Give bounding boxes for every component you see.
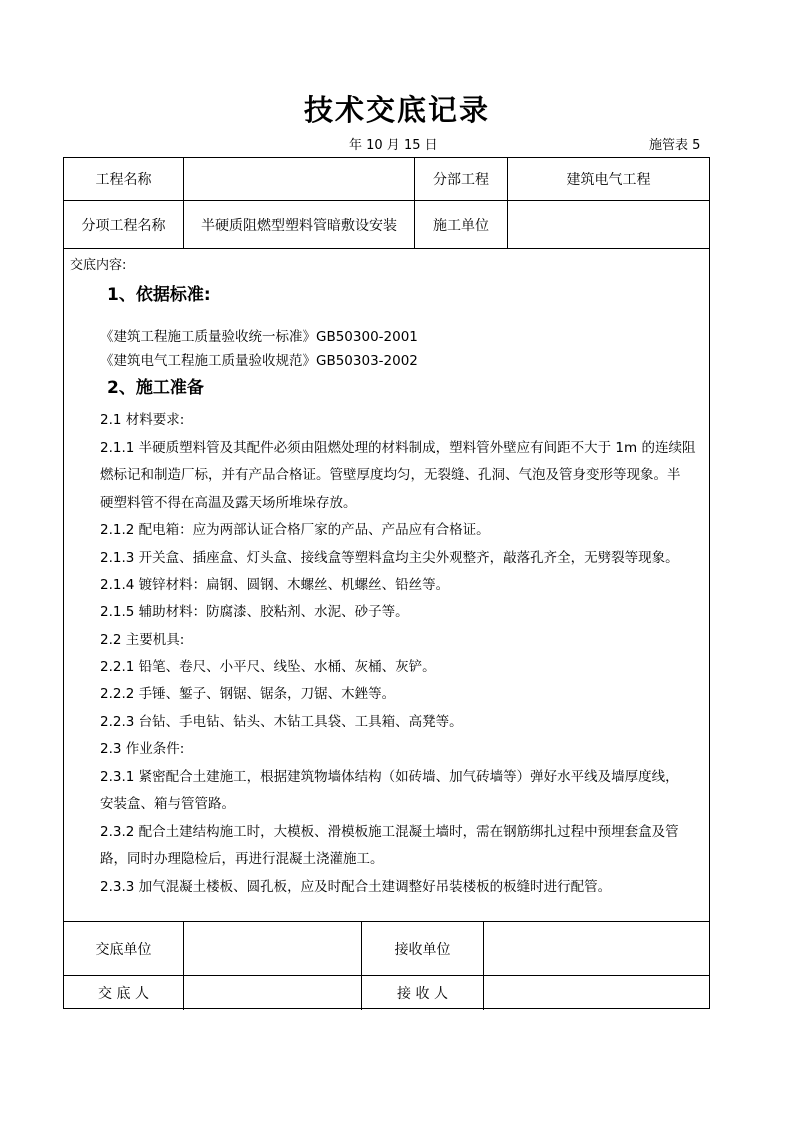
receiver-value	[484, 976, 709, 1009]
paragraph-line: 2.1 材料要求:	[100, 412, 185, 428]
section-heading: 2、施工准备	[107, 378, 204, 398]
receiving-unit-value	[484, 922, 709, 975]
handover-person-value	[184, 976, 361, 1009]
project-name-label: 工程名称	[95, 172, 152, 188]
paragraph-line: 2.2.2 手锤、錾子、钢锯、锯条，刀锯、木銼等。	[100, 686, 396, 702]
handover-unit-label: 交底单位	[95, 941, 152, 958]
section-heading: 1、依据标准:	[107, 285, 211, 305]
contractor-value	[508, 201, 709, 248]
sub-project-label: 分部工程	[433, 172, 489, 188]
paragraph-line: 燃标记和制造厂标，并有产品合格证。管壁厚度均匀，无裂缝、孔洞、气泡及管身变形等现象。半	[100, 467, 681, 483]
item-label: 分项工程名称	[81, 217, 166, 234]
record-table	[63, 157, 710, 1009]
content-lead: 交底内容:	[70, 258, 127, 273]
paragraph-line: 2.1.3 开关盒、插座盒、灯头盒、接线盒等塑料盒均主尖外观整齐，敲落孔齐全，无劈裂等现象。	[100, 550, 679, 566]
paragraph-line: 2.2 主要机具:	[100, 632, 185, 648]
handover-person-label: 交 底 人	[98, 985, 149, 1002]
project-name-value	[184, 158, 414, 200]
paragraph-line: 2.1.1 半硬质塑料管及其配件必须由阻燃处理的材料制成，塑料管外壁应有间距不大于 1m 的连续阻	[100, 440, 696, 456]
contractor-label: 施工单位	[433, 217, 489, 234]
paragraph-line: 2.3.3 加气混凝土楼板、圆孔板，应及时配合土建调整好吊装楼板的板缝时进行配管。	[100, 879, 612, 895]
receiving-unit-label: 接收单位	[394, 941, 451, 958]
standard-line: 《建筑工程施工质量验收统一标准》GB50300-2001	[100, 329, 418, 345]
paragraph-line: 安装盒、箱与管管路。	[100, 796, 235, 812]
form-number: 施管表 5	[649, 138, 701, 153]
paragraph-line: 2.2.3 台钻、手电钻、钻头、木钻工具袋、工具箱、高凳等。	[100, 714, 463, 730]
paragraph-line: 2.3.1 紧密配合土建施工，根据建筑物墙体结构（如砖墙、加气砖墙等）弹好水平线及墙厚度线，	[100, 769, 679, 785]
receiver-label: 接 收 人	[397, 985, 448, 1002]
handover-unit-value	[184, 922, 361, 975]
paragraph-line: 2.3 作业条件:	[100, 741, 185, 757]
standard-line: 《建筑电气工程施工质量验收规范》GB50303-2002	[100, 353, 418, 369]
paragraph-line: 2.2.1 铅笔、卷尺、小平尺、线坠、水桶、灰桶、灰铲。	[100, 659, 436, 675]
sub-project-value: 建筑电气工程	[566, 172, 651, 188]
document-date: 年 10 月 15 日	[349, 138, 438, 153]
document-title: 技术交底记录	[303, 93, 490, 127]
paragraph-line: 2.1.2 配电箱：应为两部认证合格厂家的产品、产品应有合格证。	[100, 522, 490, 538]
paragraph-line: 路，同时办理隐检后，再进行混凝土浇灌施工。	[100, 851, 384, 867]
item-value: 半硬质阻燃型塑料管暗敷设安装	[201, 217, 397, 234]
paragraph-line: 硬塑料管不得在高温及露天场所堆垛存放。	[100, 495, 357, 511]
paragraph-line: 2.3.2 配合土建结构施工时，大模板、滑模板施工混凝土墙时，需在钢筋绑扎过程中预埋套盒及管	[100, 824, 679, 840]
paragraph-line: 2.1.5 辅助材料：防腐漆、胶粘剂、水泥、砂子等。	[100, 604, 409, 620]
paragraph-line: 2.1.4 镀锌材料：扁钢、圆钢、木螺丝、机螺丝、铅丝等。	[100, 577, 450, 593]
